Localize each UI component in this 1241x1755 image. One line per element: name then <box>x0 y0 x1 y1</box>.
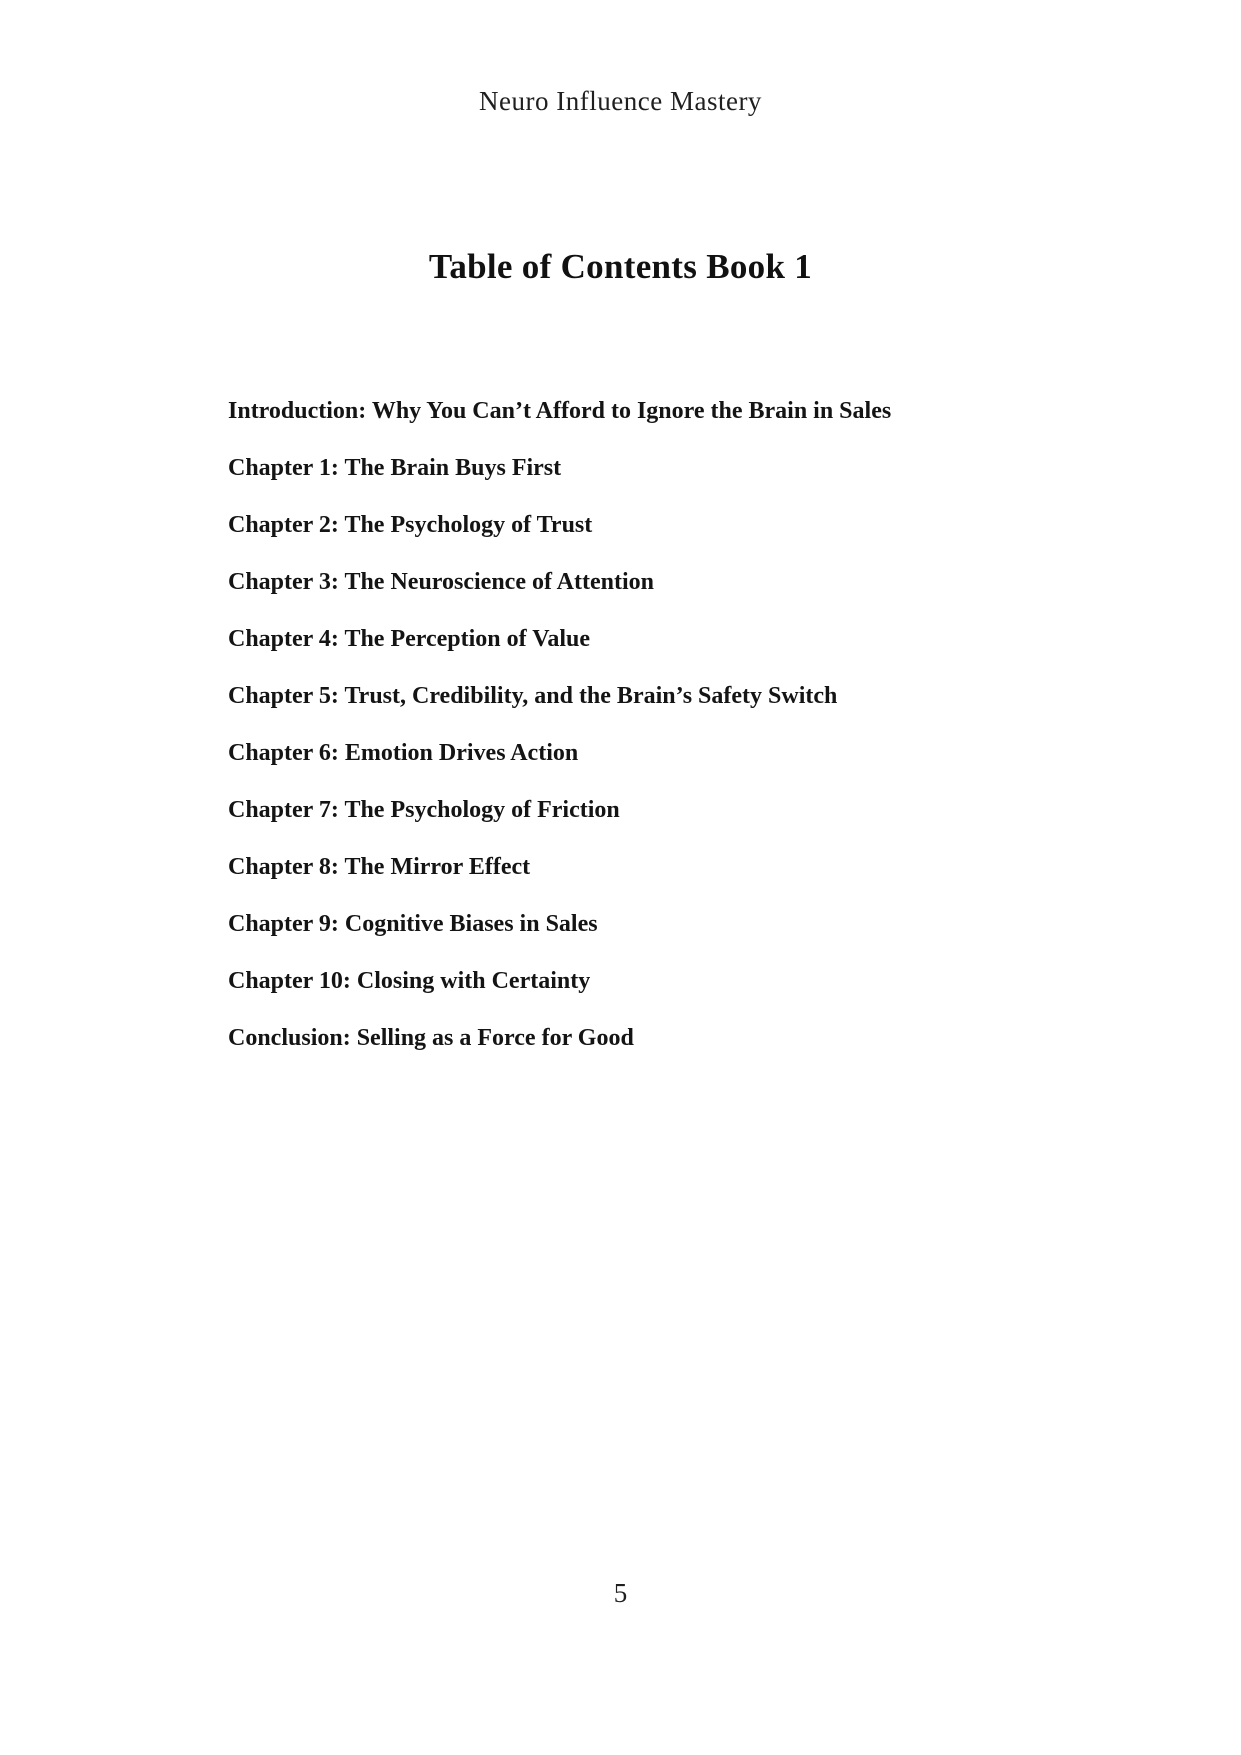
toc-entry-chapter-2: Chapter 2: The Psychology of Trust <box>228 512 593 538</box>
toc-entry-introduction: Introduction: Why You Can’t Afford to Ignore the Brain in Sales <box>228 398 892 424</box>
running-header: Neuro Influence Mastery <box>479 86 762 116</box>
toc-entry-chapter-1: Chapter 1: The Brain Buys First <box>228 455 562 481</box>
toc-list <box>228 383 1061 1067</box>
toc-entry-chapter-3: Chapter 3: The Neuroscience of Attention <box>228 569 654 595</box>
toc-entry-chapter-9: Chapter 9: Cognitive Biases in Sales <box>228 911 598 937</box>
page-number: 5 <box>613 1578 628 1608</box>
toc-entry-chapter-7: Chapter 7: The Psychology of Friction <box>228 797 620 823</box>
toc-entry-chapter-10: Chapter 10: Closing with Certainty <box>228 968 591 994</box>
toc-entry-chapter-8: Chapter 8: The Mirror Effect <box>228 854 531 880</box>
toc-entry-chapter-6: Chapter 6: Emotion Drives Action <box>228 740 579 766</box>
toc-entry-chapter-4: Chapter 4: The Perception of Value <box>228 626 591 652</box>
toc-entry-chapter-5: Chapter 5: Trust, Credibility, and the Brain’s Safety Switch <box>228 683 838 709</box>
toc-entry-conclusion: Conclusion: Selling as a Force for Good <box>228 1025 634 1051</box>
page-title: Table of Contents Book 1 <box>428 247 813 287</box>
